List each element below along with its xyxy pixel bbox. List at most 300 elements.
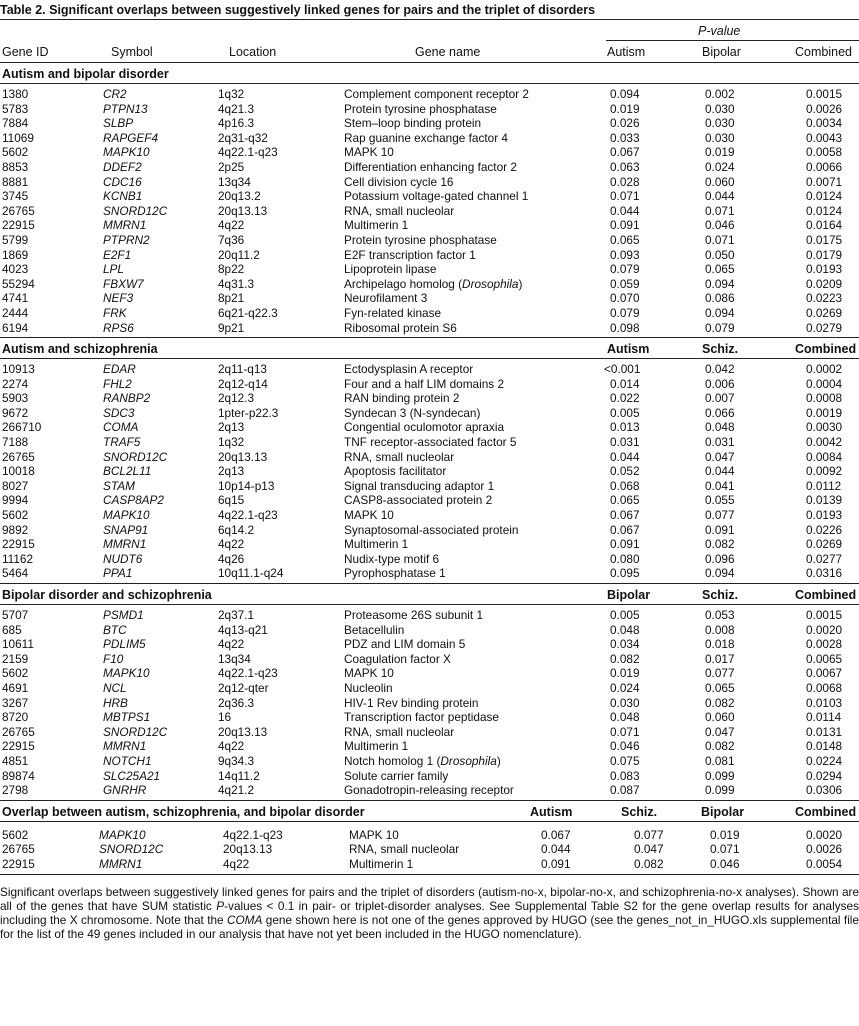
gene-id-cell: 9994 (2, 493, 29, 508)
gene-name-cell: Multimerin 1 (344, 739, 409, 754)
table-row (0, 696, 859, 711)
combined-cell: 0.0277 (806, 551, 843, 566)
section-column-label: Bipolar (701, 804, 745, 819)
pvalue-cell: 0.019 (705, 145, 735, 160)
pvalue-cell: 0.033 (610, 130, 640, 145)
combined-cell: 0.0066 (806, 159, 843, 174)
symbol-cell: SNORD12C (103, 449, 168, 464)
location-cell: 2q36.3 (218, 695, 255, 710)
table-row (0, 406, 859, 421)
symbol-cell: MAPK10 (103, 145, 150, 160)
gene-name-cell: Syndecan 3 (N-syndecan) (344, 405, 481, 420)
pvalue-cell: 0.065 (610, 493, 640, 508)
combined-cell: 0.0020 (806, 622, 843, 637)
symbol-cell: MMRN1 (103, 739, 147, 754)
gene-name-cell: Signal transducing adaptor 1 (344, 478, 495, 493)
location-cell: 10q11.1-q24 (218, 566, 284, 581)
symbol-cell: NCL (103, 680, 127, 695)
pvalue-cell: 0.082 (705, 537, 735, 552)
gene-id-cell: 7188 (2, 435, 29, 450)
pvalue-cell: 0.077 (705, 666, 735, 681)
combined-cell: 0.0124 (806, 203, 843, 218)
table-row (0, 435, 859, 450)
symbol-cell: PTPN13 (103, 101, 148, 116)
pvalue-cell: 0.044 (610, 203, 640, 218)
location-cell: 13q34 (218, 174, 251, 189)
gene-id-cell: 26765 (2, 842, 35, 857)
combined-cell: 0.0139 (806, 493, 843, 508)
gene-id-cell: 3267 (2, 695, 29, 710)
location-cell: 4q22.1-q23 (218, 666, 278, 681)
gene-id-cell: 4691 (2, 680, 29, 695)
pvalue-cell: 0.024 (610, 680, 640, 695)
gene-name-cell: Protein tyrosine phosphatase (344, 101, 497, 116)
combined-cell: 0.0193 (806, 262, 843, 277)
pvalue-cell: 0.098 (610, 320, 640, 335)
pvalue-cell: 0.030 (610, 695, 640, 710)
gene-name-cell: RNA, small nucleolar (344, 203, 455, 218)
combined-cell: 0.0223 (806, 291, 843, 306)
table-row (0, 666, 859, 681)
combined-cell: 0.0209 (806, 276, 843, 291)
gene-id-cell: 4851 (2, 753, 29, 768)
symbol-cell: SNORD12C (103, 724, 168, 739)
gene-id-cell: 4741 (2, 291, 29, 306)
gene-name-cell: Archipelago homolog (Drosophila) (344, 276, 523, 291)
pvalue-cell: 0.044 (705, 189, 735, 204)
symbol-cell: SDC3 (103, 405, 135, 420)
pvalue-cell: 0.071 (710, 842, 740, 857)
table-row (0, 754, 859, 769)
table-row (0, 116, 859, 131)
location-cell: 4q22 (223, 856, 250, 871)
section-column-label: Combined (795, 804, 857, 819)
table-row (0, 277, 859, 292)
symbol-cell: MMRN1 (103, 537, 147, 552)
combined-cell: 0.0226 (806, 522, 843, 537)
footnote-text-1: Significant overlaps between suggestively linked genes for pairs and the triplet of disorders (autism-no-x, bipolar-no-x, and schizophrenia-no-x analyses). Shown are all of the genes that have SUM statistic (0, 884, 859, 913)
table-row (0, 652, 859, 667)
gene-id-cell: 5602 (2, 827, 29, 842)
combined-cell: 0.0164 (806, 218, 843, 233)
table-row (0, 523, 859, 538)
location-cell: 2q12-qter (218, 680, 269, 695)
table-row (0, 566, 859, 581)
symbol-cell: CDC16 (103, 174, 142, 189)
table-row (0, 233, 859, 248)
table-row (0, 145, 859, 160)
combined-cell: 0.0179 (806, 247, 843, 262)
section-column-label: Schiz. (702, 342, 739, 357)
gene-name-cell: Cell division cycle 16 (344, 174, 454, 189)
location-cell: 2q12-q14 (218, 376, 268, 391)
gene-id-cell: 266710 (2, 420, 42, 435)
combined-cell: 0.0058 (806, 145, 843, 160)
pvalue-cell: 0.053 (705, 608, 735, 622)
pvalue-cell: 0.007 (705, 391, 735, 406)
pvalue-cell: 0.046 (710, 856, 740, 871)
location-cell: 2p25 (218, 159, 245, 174)
location-cell: 20q11.2 (218, 247, 260, 262)
combined-cell: 0.0148 (806, 739, 843, 754)
combined-cell: 0.0026 (806, 101, 843, 116)
table-row (0, 828, 859, 843)
header-gene-name: Gene name (415, 45, 481, 59)
pvalue-header: P-value (698, 24, 741, 38)
section-title: Overlap between autism, schizophrenia, and bipolar disorder (2, 804, 365, 819)
pvalue-cell: 0.030 (705, 116, 735, 131)
location-cell: 2q31-q32 (218, 130, 268, 145)
pvalue-cell: 0.055 (705, 493, 735, 508)
pvalue-cell: 0.019 (610, 101, 640, 116)
pvalue-cell: 0.071 (705, 232, 735, 247)
pvalue-cell: 0.024 (705, 159, 735, 174)
table-row (0, 131, 859, 146)
symbol-cell: RAPGEF4 (103, 130, 159, 145)
gene-name-cell: Multimerin 1 (344, 218, 409, 233)
pvalue-cell: 0.094 (705, 276, 735, 291)
table-caption (0, 0, 859, 19)
gene-id-cell: 10018 (2, 464, 35, 479)
pvalue-cell: 0.047 (705, 724, 735, 739)
table-row (0, 391, 859, 406)
gene-name-cell: PDZ and LIM domain 5 (344, 637, 466, 652)
combined-cell: 0.0026 (806, 842, 843, 857)
gene-name-cell: Neurofilament 3 (344, 291, 428, 306)
gene-name-cell: Transcription factor peptidase (344, 710, 499, 725)
section-header (0, 584, 859, 604)
pvalue-cell: 0.083 (610, 768, 640, 783)
header-gene-id: Gene ID (2, 45, 49, 59)
gene-name-cell: MAPK 10 (344, 666, 394, 681)
symbol-cell: MAPK10 (103, 666, 150, 681)
gene-id-cell: 685 (2, 622, 22, 637)
section-column-label: Schiz. (702, 588, 739, 602)
symbol-cell: FRK (103, 305, 127, 320)
location-cell: 20q13.2 (218, 189, 261, 204)
table-row (0, 362, 859, 377)
table-footnote (0, 875, 859, 942)
table-row (0, 623, 859, 638)
footnote-coma: COMA (226, 912, 263, 927)
pvalue-cell: 0.071 (610, 724, 640, 739)
pvalue-cell: 0.087 (610, 783, 640, 798)
location-cell: 2q12.3 (218, 391, 255, 406)
gene-id-cell: 26765 (2, 724, 35, 739)
gene-name-cell: Nucleolin (344, 680, 393, 695)
table-row (0, 102, 859, 117)
symbol-cell: STAM (103, 478, 135, 493)
table-row (0, 493, 859, 508)
symbol-cell: NOTCH1 (103, 753, 152, 768)
table-row (0, 248, 859, 263)
pvalue-cell: 0.031 (610, 435, 640, 450)
gene-id-cell: 5707 (2, 608, 29, 622)
section-title: Autism and bipolar disorder (2, 67, 169, 81)
pvalue-cell: 0.096 (705, 551, 735, 566)
section-column-label: Autism (530, 804, 573, 819)
table-row (0, 175, 859, 190)
pvalue-cell: 0.042 (705, 362, 735, 377)
table-row (0, 479, 859, 494)
pvalue-cell: 0.079 (705, 320, 735, 335)
table-row (0, 725, 859, 740)
gene-name-cell: Ectodysplasin A receptor (344, 362, 474, 377)
combined-cell: 0.0068 (806, 680, 843, 695)
pvalue-cell: 0.082 (610, 651, 640, 666)
gene-id-cell: 22915 (2, 218, 35, 233)
combined-cell: 0.0103 (806, 695, 843, 710)
pvalue-cell: 0.079 (610, 305, 640, 320)
pvalue-cell: 0.050 (705, 247, 735, 262)
symbol-cell: SLC25A21 (103, 768, 161, 783)
table-row (0, 321, 859, 336)
gene-id-cell: 5783 (2, 101, 29, 116)
location-cell: 14q11.2 (218, 768, 260, 783)
symbol-cell: BTC (103, 622, 127, 637)
header-symbol: Symbol (111, 45, 153, 59)
symbol-cell: SNORD12C (99, 842, 164, 857)
pvalue-cell: 0.071 (705, 203, 735, 218)
location-cell: 4q22.1-q23 (218, 145, 278, 160)
location-cell: 7q36 (218, 232, 245, 247)
gene-name-cell: Ribosomal protein S6 (344, 320, 457, 335)
pvalue-cell: 0.041 (705, 478, 735, 493)
gene-name-cell: Protein tyrosine phosphatase (344, 232, 497, 247)
pvalue-cell: 0.067 (610, 145, 640, 160)
combined-cell: 0.0269 (806, 537, 843, 552)
gene-name-cell: MAPK 10 (349, 827, 399, 842)
combined-cell: 0.0042 (806, 435, 843, 450)
combined-cell: 0.0019 (806, 405, 843, 420)
section-column-label: Schiz. (621, 804, 658, 819)
pvalue-cell: 0.047 (705, 449, 735, 464)
combined-cell: 0.0084 (806, 449, 843, 464)
section-header (0, 338, 859, 358)
gene-id-cell: 22915 (2, 856, 35, 871)
gene-id-cell: 8881 (2, 174, 29, 189)
pvalue-cell: 0.077 (705, 508, 735, 523)
pvalue-cell: 0.048 (610, 710, 640, 725)
pvalue-cell: 0.005 (610, 405, 640, 420)
section-column-label: Autism (607, 342, 650, 357)
gene-id-cell: 4023 (2, 262, 29, 277)
table-row (0, 842, 859, 857)
location-cell: 4q26 (218, 551, 245, 566)
combined-cell: 0.0193 (806, 508, 843, 523)
symbol-cell: E2F1 (103, 247, 132, 262)
pvalue-cell: 0.059 (610, 276, 640, 291)
gene-id-cell: 22915 (2, 739, 35, 754)
location-cell: 2q37.1 (218, 608, 255, 622)
symbol-cell: F10 (103, 651, 124, 666)
pvalue-cell: 0.094 (705, 305, 735, 320)
gene-name-cell: Nudix-type motif 6 (344, 551, 440, 566)
gene-name-cell: Notch homolog 1 (Drosophila) (344, 753, 501, 768)
gene-id-cell: 5602 (2, 145, 29, 160)
table-body (0, 63, 859, 875)
pvalue-cell: 0.093 (610, 247, 640, 262)
gene-name-cell: RAN binding protein 2 (344, 391, 460, 406)
combined-cell: 0.0224 (806, 753, 843, 768)
combined-cell: 0.0294 (806, 768, 843, 783)
gene-name-cell: E2F transcription factor 1 (344, 247, 476, 262)
symbol-cell: MMRN1 (103, 218, 147, 233)
pvalue-cell: 0.005 (610, 608, 640, 622)
section-header (0, 801, 859, 821)
symbol-cell: HRB (103, 695, 128, 710)
pvalue-cell: 0.079 (610, 262, 640, 277)
table-row (0, 857, 859, 872)
pvalue-cell: 0.002 (705, 87, 735, 101)
pvalue-cell: 0.075 (610, 753, 640, 768)
pvalue-cell: 0.018 (705, 637, 735, 652)
gene-id-cell: 1380 (2, 87, 29, 101)
location-cell: 10p14-p13 (218, 478, 275, 493)
pvalue-cell: 0.052 (610, 464, 640, 479)
table-row (0, 420, 859, 435)
pvalue-cell: 0.081 (705, 753, 735, 768)
pvalue-cell: 0.031 (705, 435, 735, 450)
table-row (0, 552, 859, 567)
pvalue-cell: 0.006 (705, 376, 735, 391)
gene-name-cell: TNF receptor-associated factor 5 (344, 435, 517, 450)
location-cell: 4q21.2 (218, 783, 255, 798)
pvalue-cell: 0.044 (610, 449, 640, 464)
symbol-cell: PTPRN2 (103, 232, 150, 247)
combined-cell: 0.0306 (806, 783, 843, 798)
gene-name-cell: Coagulation factor X (344, 651, 451, 666)
gene-id-cell: 26765 (2, 203, 35, 218)
pvalue-cell: 0.091 (610, 218, 640, 233)
combined-cell: 0.0004 (806, 376, 843, 391)
location-cell: 13q34 (218, 651, 251, 666)
location-cell: 4q22 (218, 537, 245, 552)
footnote-p-italic: P (216, 898, 225, 913)
table-row (0, 769, 859, 784)
symbol-cell: CR2 (103, 87, 127, 101)
gene-id-cell: 2274 (2, 376, 29, 391)
combined-cell: 0.0092 (806, 464, 843, 479)
combined-cell: 0.0020 (806, 827, 843, 842)
gene-id-cell: 2798 (2, 783, 29, 798)
footnote-text-2: -values < 0.1 in pair- or triplet-disorder analyses. See Supplemental Table S2 for the gene overlap results for analyses including the X chromosome. Note that the (0, 898, 859, 927)
pvalue-cell: 0.080 (610, 551, 640, 566)
table-row (0, 87, 859, 102)
pvalue-cell: 0.028 (610, 174, 640, 189)
gene-name-cell: MAPK 10 (344, 145, 394, 160)
table-row (0, 306, 859, 321)
gene-name-cell: Lipoprotein lipase (344, 262, 437, 277)
pvalue-cell: 0.094 (610, 87, 640, 101)
section-column-label: Bipolar (607, 588, 651, 602)
combined-cell: 0.0071 (806, 174, 843, 189)
location-cell: 20q13.13 (223, 842, 273, 857)
symbol-cell: SNAP91 (103, 522, 149, 537)
gene-name-cell: Congential oculomotor apraxia (344, 420, 505, 435)
location-cell: 9q34.3 (218, 753, 255, 768)
pvalue-cell: 0.044 (705, 464, 735, 479)
gene-name-cell: RNA, small nucleolar (344, 449, 455, 464)
gene-name-cell: Multimerin 1 (349, 856, 414, 871)
gene-name-cell: Synaptosomal-associated protein (344, 522, 519, 537)
table-row (0, 160, 859, 175)
combined-cell: 0.0114 (806, 710, 842, 725)
table-row (0, 377, 859, 392)
pvalue-cell: 0.082 (705, 739, 735, 754)
pvalue-cell: 0.082 (634, 856, 664, 871)
location-cell: 1q32 (218, 87, 245, 101)
gene-name-cell: Four and a half LIM domains 2 (344, 376, 505, 391)
table-label: Table 2. (0, 3, 46, 17)
pvalue-rule (606, 40, 859, 41)
gene-id-cell: 22915 (2, 537, 35, 552)
symbol-cell: SNORD12C (103, 203, 168, 218)
location-cell: 6q15 (218, 493, 245, 508)
pvalue-cell: 0.099 (705, 783, 735, 798)
symbol-cell: SLBP (103, 116, 134, 131)
location-cell: 20q13.13 (218, 449, 268, 464)
gene-id-cell: 9892 (2, 522, 29, 537)
location-cell: 4q31.3 (218, 276, 255, 291)
location-cell: 1pter-p22.3 (218, 405, 279, 420)
gene-id-cell: 55294 (2, 276, 35, 291)
pvalue-cell: 0.095 (610, 566, 640, 581)
gene-name-cell: Stem–loop binding protein (344, 116, 482, 131)
symbol-cell: TRAF5 (103, 435, 141, 450)
symbol-cell: MMRN1 (99, 856, 143, 871)
pvalue-cell: 0.017 (705, 651, 735, 666)
symbol-cell: BCL2L11 (103, 464, 152, 479)
location-cell: 8p22 (218, 262, 245, 277)
symbol-cell: FBXW7 (103, 276, 144, 291)
pvalue-cell: 0.091 (541, 856, 571, 871)
table-row (0, 681, 859, 696)
pvalue-cell: 0.065 (705, 680, 735, 695)
table-row (0, 464, 859, 479)
symbol-cell: PDLIM5 (103, 637, 146, 652)
combined-cell: 0.0015 (806, 608, 843, 622)
location-cell: 2q13 (218, 420, 245, 435)
pvalue-cell: 0.019 (610, 666, 640, 681)
symbol-cell: MBTPS1 (103, 710, 151, 725)
pvalue-cell: 0.026 (610, 116, 640, 131)
location-cell: 4p16.3 (218, 116, 255, 131)
header-combined: Combined (795, 45, 852, 59)
location-cell: 6q14.2 (218, 522, 255, 537)
gene-name-cell: Differentiation enhancing factor 2 (344, 159, 517, 174)
gene-id-cell: 10611 (2, 637, 34, 652)
pvalue-cell: 0.068 (610, 478, 640, 493)
location-cell: 2q13 (218, 464, 245, 479)
location-cell: 6q21-q22.3 (218, 305, 278, 320)
table-row (0, 450, 859, 465)
pvalue-cell: <0.001 (604, 362, 641, 377)
gene-name-cell: Multimerin 1 (344, 537, 409, 552)
pvalue-cell: 0.014 (610, 376, 640, 391)
gene-name-cell: HIV-1 Rev binding protein (344, 695, 479, 710)
pvalue-cell: 0.091 (610, 537, 640, 552)
location-cell: 4q22.1-q23 (223, 827, 283, 842)
location-cell: 4q22 (218, 637, 245, 652)
location-cell: 8p21 (218, 291, 245, 306)
gene-name-cell: CASP8-associated protein 2 (344, 493, 493, 508)
symbol-cell: MAPK10 (103, 508, 150, 523)
combined-cell: 0.0028 (806, 637, 843, 652)
symbol-cell: DDEF2 (103, 159, 142, 174)
location-cell: 4q22 (218, 739, 245, 754)
location-cell: 16 (218, 710, 232, 725)
